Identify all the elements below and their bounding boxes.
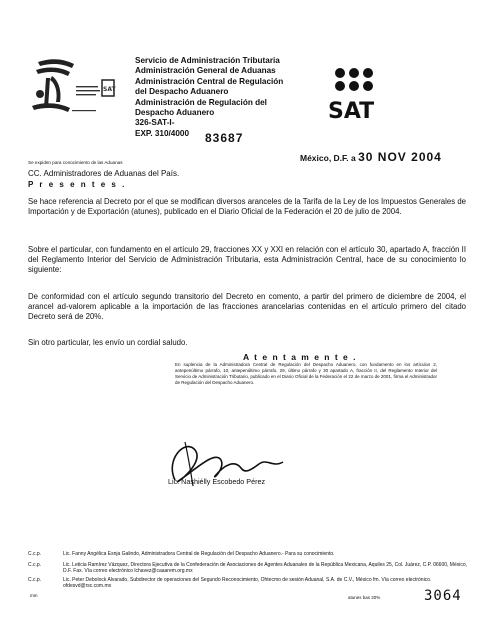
header-line: EXP. 310/4000 [135, 128, 190, 138]
header-line: Administración General de Aduanas [135, 66, 276, 76]
date-prefix: México, D.F. a [300, 153, 356, 163]
svg-text:SAT: SAT [103, 86, 116, 93]
ccp-text: Lic. Peter Debolock Alvarado, Subdirector de operaciones del Segundo Reconocimiento, Ohtecmo de sesión Aduanal, S.A. de C.V., México fm. Vía correo electrónico. ofdesvd@rsc.com.mx [63, 577, 432, 590]
header-line: 326-SAT-I- [135, 118, 175, 128]
header-line: Administración de Regulación del [135, 97, 267, 107]
ccp-text: Lic. Fanny Angélica Esnja Galindo, Administradora Central de Regulación del Despacho Aduanero.- Para su conocimiento. [63, 551, 335, 557]
body-paragraph-4: Sin otro particular, les envío un cordial saludo. [28, 338, 188, 347]
initials: mm [30, 593, 38, 598]
body-paragraph-3: De conformidad con el artículo segundo transitorio del Decreto en comento, a partir del primero de diciembre de 2004, el arancel ad-valorem aplicable a la importación de las fracciones arancelarias contenidas en el artículo primero del citado Decreto será de 20%. [28, 292, 466, 322]
sat-logo [326, 66, 396, 124]
atentamente: A t e n t a m e n t e . [242, 352, 357, 362]
body-paragraph-1: Se hace referencia al Decreto por el que se modifican diversos aranceles de la Tarifa de la Ley de los Impuestos Generales de Importación y de Exportación (atunes), publicado en el Diario Oficial de la Federación el 20 de julio de 2004. [28, 197, 466, 217]
header-line: Administración Central de Regulación [135, 76, 284, 86]
sat-logo-text: SAT [328, 99, 375, 124]
header-line: Despacho Aduanero [135, 108, 215, 118]
header-block [135, 56, 283, 139]
body-paragraph-2: Sobre el particular, con fundamento en el artículo 29, fracciones XX y XXI en relación con el artículo 30, apartado A, fracción II del Reglamento Interior del Servicio de Administración Tributaria, esta Administración Central, hace de su conocimiento lo siguiente: [28, 245, 466, 275]
suplencia-note: En suplencia de la Administradora Central de Regulación del Despacho Aduanero, con fundamento en los artículos 2, antepenúltimo párrafo, 10, antepenúltimo párrafo, 29, último párrafo y 30 apartado A, fracción II, del Reglamento Interior del Servicio de Administración Tributario, publicado en el Diario Oficial de la Federación el 22 de marzo de 2001, firma el Administrador de Regulación del Despacho Aduanero. [175, 362, 437, 385]
reference-note: atunes bas 20% [348, 595, 381, 600]
header-line: Servicio de Administración Tributaria [135, 56, 280, 65]
presentes-line: P r e s e n t e s . [28, 180, 127, 189]
date-stamp: 30 NOV 2004 [358, 150, 442, 164]
ccp-text: Lic. Leticia Ramírez Vázquez, Directora Ejecutiva de la Confederación de Asociaciones de Agentes Aduanales de la República Mexicana, Aquiles 25, Col. Juárez, C.P. 06600, México, D.F. Fax. Vía correo electrónico lchavez@caaarem.org.mx [63, 562, 468, 575]
folio-number: 83687 [205, 131, 244, 145]
shcp-logo [28, 56, 128, 120]
signatory-name: Lic. Nashiélly Escobedo Pérez [168, 477, 266, 486]
ccp-label: C.c.p. [28, 551, 42, 557]
page-number: 3064 [424, 588, 462, 604]
date-line [300, 150, 442, 164]
ccp-label: C.c.p. [28, 562, 42, 568]
addressee [28, 168, 179, 190]
addressee-line: CC. Administradores de Aduanas del País. [28, 169, 180, 178]
distribution-note: Se expiden para conocimiento de las Aduanas [28, 160, 123, 165]
header-line: del Despacho Aduanero [135, 87, 229, 97]
ccp-label: C.c.p. [28, 577, 42, 583]
